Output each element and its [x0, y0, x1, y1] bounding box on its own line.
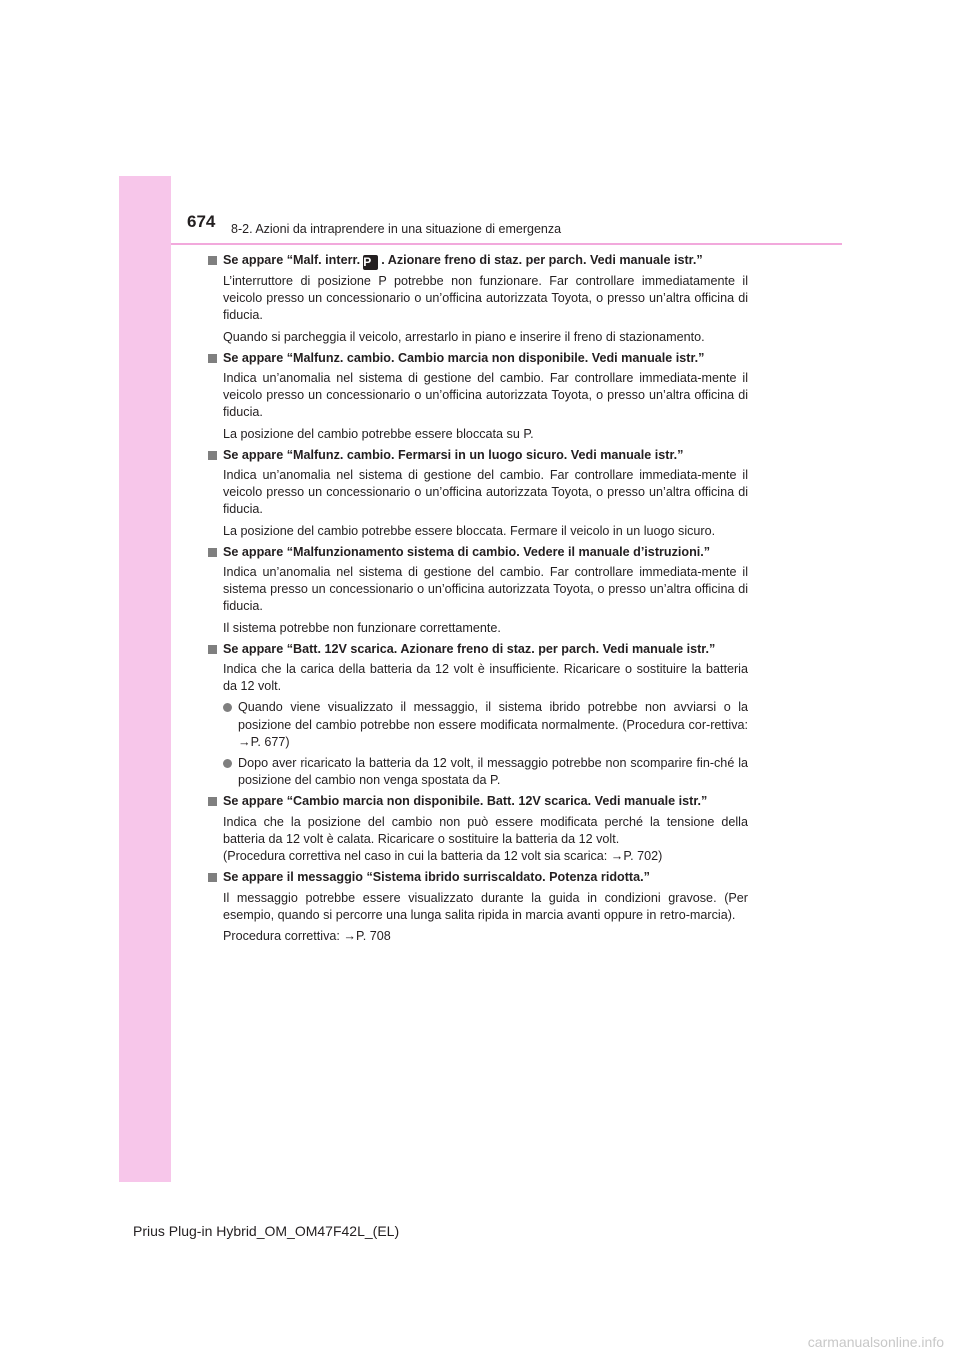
section-malfunz-cambio-fermarsi	[208, 447, 748, 540]
list-item: Quando viene visualizzato il messaggio, il sistema ibrido potrebbe non avviarsi o la posizione del cambio potrebbe non essere modificata normalmente. (Procedura cor-rettiva: →P. 677)	[208, 699, 748, 751]
watermark: carmanualsonline.info	[807, 1334, 944, 1350]
section-batt-12v-scarica	[208, 641, 748, 790]
paragraph: Indica un’anomalia nel sistema di gestione del cambio. Far controllare immediata-mente il sistema presso un concessionario o un’officina autorizzata Toyota, o presso un’altra officina di fiducia.	[223, 565, 748, 614]
list-item: Dopo aver ricaricato la batteria da 12 volt, il messaggio potrebbe non scomparire fin-ché la posizione del cambio non venga spostata da P.	[208, 755, 748, 789]
square-bullet-icon	[208, 354, 217, 363]
footer-document-id: Prius Plug-in Hybrid_OM_OM47F42L_(EL)	[133, 1223, 400, 1239]
section-heading: Se appare “Malfunz. cambio. Cambio marcia non disponibile. Vedi manuale istr.”	[208, 350, 748, 367]
paragraph: Il sistema potrebbe non funzionare correttamente.	[223, 620, 501, 635]
paragraph: Indica un’anomalia nel sistema di gestione del cambio. Far controllare immediata-mente il veicolo presso un concessionario o un’officina autorizzata Toyota, o presso un’altra officina di fiducia.	[223, 468, 748, 517]
paragraph: La posizione del cambio potrebbe essere bloccata su P.	[223, 426, 534, 441]
square-bullet-icon	[208, 451, 217, 460]
paragraph: Indica che la posizione del cambio non può essere modificata perché la tensione della batteria da 12 volt è calata. Ricaricare o sostituire la batteria da 12 volt. (Procedura correttiva nel caso in cui la batteria da 12 volt sia scarica: →P. 702)	[223, 814, 748, 864]
section-heading: Se appare il messaggio “Sistema ibrido surriscaldato. Potenza ridotta.”	[208, 869, 748, 886]
page-number: 674	[187, 212, 216, 231]
round-bullet-icon	[223, 703, 232, 712]
round-bullet-icon	[223, 759, 232, 768]
section-malfunz-cambio-non-disponibile	[208, 350, 748, 443]
heading-text-before: Se appare “Malf. interr.	[223, 253, 361, 267]
header-rule	[171, 243, 842, 245]
section-sistema-ibrido-surriscaldato	[208, 869, 748, 945]
section-heading	[208, 252, 748, 270]
heading-text-after: . Azionare freno di staz. per parch. Vedi manuale istr.”	[381, 253, 703, 267]
section-heading: Se appare “Cambio marcia non disponibile. Batt. 12V scarica. Vedi manuale istr.”	[208, 793, 748, 810]
parking-p-icon: P	[363, 255, 378, 270]
section-malfunzionamento-sistema-cambio	[208, 544, 748, 637]
paragraph: La posizione del cambio potrebbe essere bloccata. Fermare il veicolo in un luogo sicuro.	[223, 523, 716, 538]
section-heading: Se appare “Malfunzionamento sistema di cambio. Vedere il manuale d’istruzioni.”	[208, 544, 748, 561]
square-bullet-icon	[208, 797, 217, 806]
paragraph: L’interruttore di posizione P potrebbe non funzionare. Far controllare immediatamente il veicolo presso un concessionario o un’officina autorizzata Toyota, o presso un’altra officina di fiducia.	[223, 274, 748, 323]
page-content	[208, 252, 748, 949]
square-bullet-icon	[208, 256, 217, 265]
section-cambio-non-disponibile-batt	[208, 793, 748, 865]
section-malf-interr	[208, 252, 748, 346]
paragraph: Quando si parcheggia il veicolo, arrestarlo in piano e inserire il freno di stazionamento.	[223, 329, 705, 344]
square-bullet-icon	[208, 873, 217, 882]
paragraph: Procedura correttiva: →P. 708	[223, 928, 391, 943]
section-title: 8-2. Azioni da intraprendere in una situazione di emergenza	[231, 222, 562, 236]
chapter-tab-bar	[119, 176, 171, 1182]
square-bullet-icon	[208, 548, 217, 557]
section-heading: Se appare “Batt. 12V scarica. Azionare freno di staz. per parch. Vedi manuale istr.”	[208, 641, 748, 658]
paragraph: Il messaggio potrebbe essere visualizzato durante la guida in condizioni gravose. (Per esempio, quando si percorre una lunga salita ripida in marcia avanti oppure in retro-marcia).	[223, 890, 748, 922]
paragraph: Indica un’anomalia nel sistema di gestione del cambio. Far controllare immediata-mente il veicolo presso un concessionario o un’officina autorizzata Toyota, o presso un’altra officina di fiducia.	[223, 371, 748, 420]
paragraph: Indica che la carica della batteria da 12 volt è insufficiente. Ricaricare o sostituire la batteria da 12 volt.	[223, 662, 748, 694]
section-heading: Se appare “Malfunz. cambio. Fermarsi in un luogo sicuro. Vedi manuale istr.”	[208, 447, 748, 464]
square-bullet-icon	[208, 645, 217, 654]
